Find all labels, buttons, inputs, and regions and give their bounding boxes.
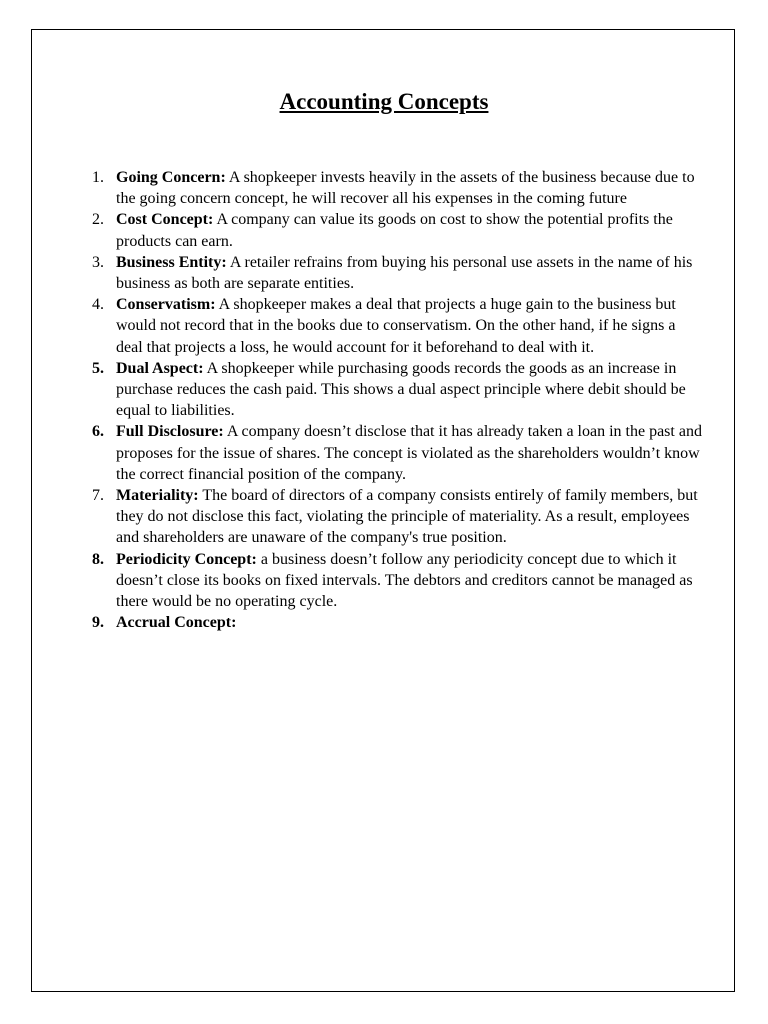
list-item	[92, 549, 706, 613]
item-term: Going Concern:	[116, 169, 226, 186]
item-text: a business doesn’t follow any periodicity concept due to which it doesn’t close its books on fixed intervals. The debtors and creditors cannot be managed as there would be no operating cycle.	[116, 550, 693, 611]
item-term: Cost Concept:	[116, 211, 214, 229]
item-number: 3.	[92, 253, 104, 271]
item-term: Dual Aspect:	[116, 359, 204, 377]
item-term: Periodicity Concept:	[116, 550, 257, 568]
item-number: 8.	[92, 550, 104, 568]
item-number: 5.	[92, 359, 104, 377]
list-item	[92, 294, 706, 358]
item-text: A retailer refrains from buying his personal use assets in the name of his business as both are separate entities.	[116, 253, 693, 293]
item-text: A shopkeeper invests heavily in the assets of the business because due to the going concern concept, he will recover all his expenses in the coming future	[116, 169, 695, 208]
item-term: Conservatism:	[116, 296, 216, 314]
list-item	[92, 421, 706, 485]
item-number: 6.	[92, 423, 104, 441]
item-number: 4.	[92, 296, 104, 314]
item-text: A shopkeeper while purchasing goods records the goods as an increase in purchase reduces the cash paid. This shows a dual aspect principle where debit should be equal to liabilities.	[116, 359, 686, 420]
concept-list	[92, 167, 706, 633]
item-number: 7.	[92, 487, 104, 505]
item-number: 9.	[92, 614, 104, 632]
item-text: The board of directors of a company consists entirely of family members, but they do not disclose this fact, violating the principle of materiality. As a result, employees and shareholders are unaware of the company's true position.	[116, 487, 698, 547]
item-term: Business Entity:	[116, 253, 227, 271]
list-item	[92, 252, 706, 294]
list-item	[92, 209, 706, 251]
document-title: Accounting Concepts	[279, 89, 489, 114]
list-item	[92, 358, 706, 422]
item-text: A company doesn’t disclose that it has already taken a loan in the past and proposes for the issue of shares. The concept is violated as the shareholders wouldn’t know the correct financial position of the company.	[116, 423, 702, 483]
list-item	[92, 485, 706, 549]
item-text: A company can value its goods on cost to show the potential profits the products can earn.	[116, 211, 673, 250]
list-item	[92, 612, 706, 633]
item-text: A shopkeeper makes a deal that projects a huge gain to the business but would not record that in the books due to conservatism. On the other hand, if he signs a deal that projects a loss, he would account for it beforehand to deal with it.	[116, 296, 676, 356]
item-term: Materiality:	[116, 487, 199, 505]
item-term: Accrual Concept:	[116, 614, 237, 632]
item-term: Full Disclosure:	[116, 423, 224, 441]
item-number: 2.	[92, 211, 104, 229]
list-item	[92, 167, 706, 209]
item-number: 1.	[92, 169, 104, 186]
